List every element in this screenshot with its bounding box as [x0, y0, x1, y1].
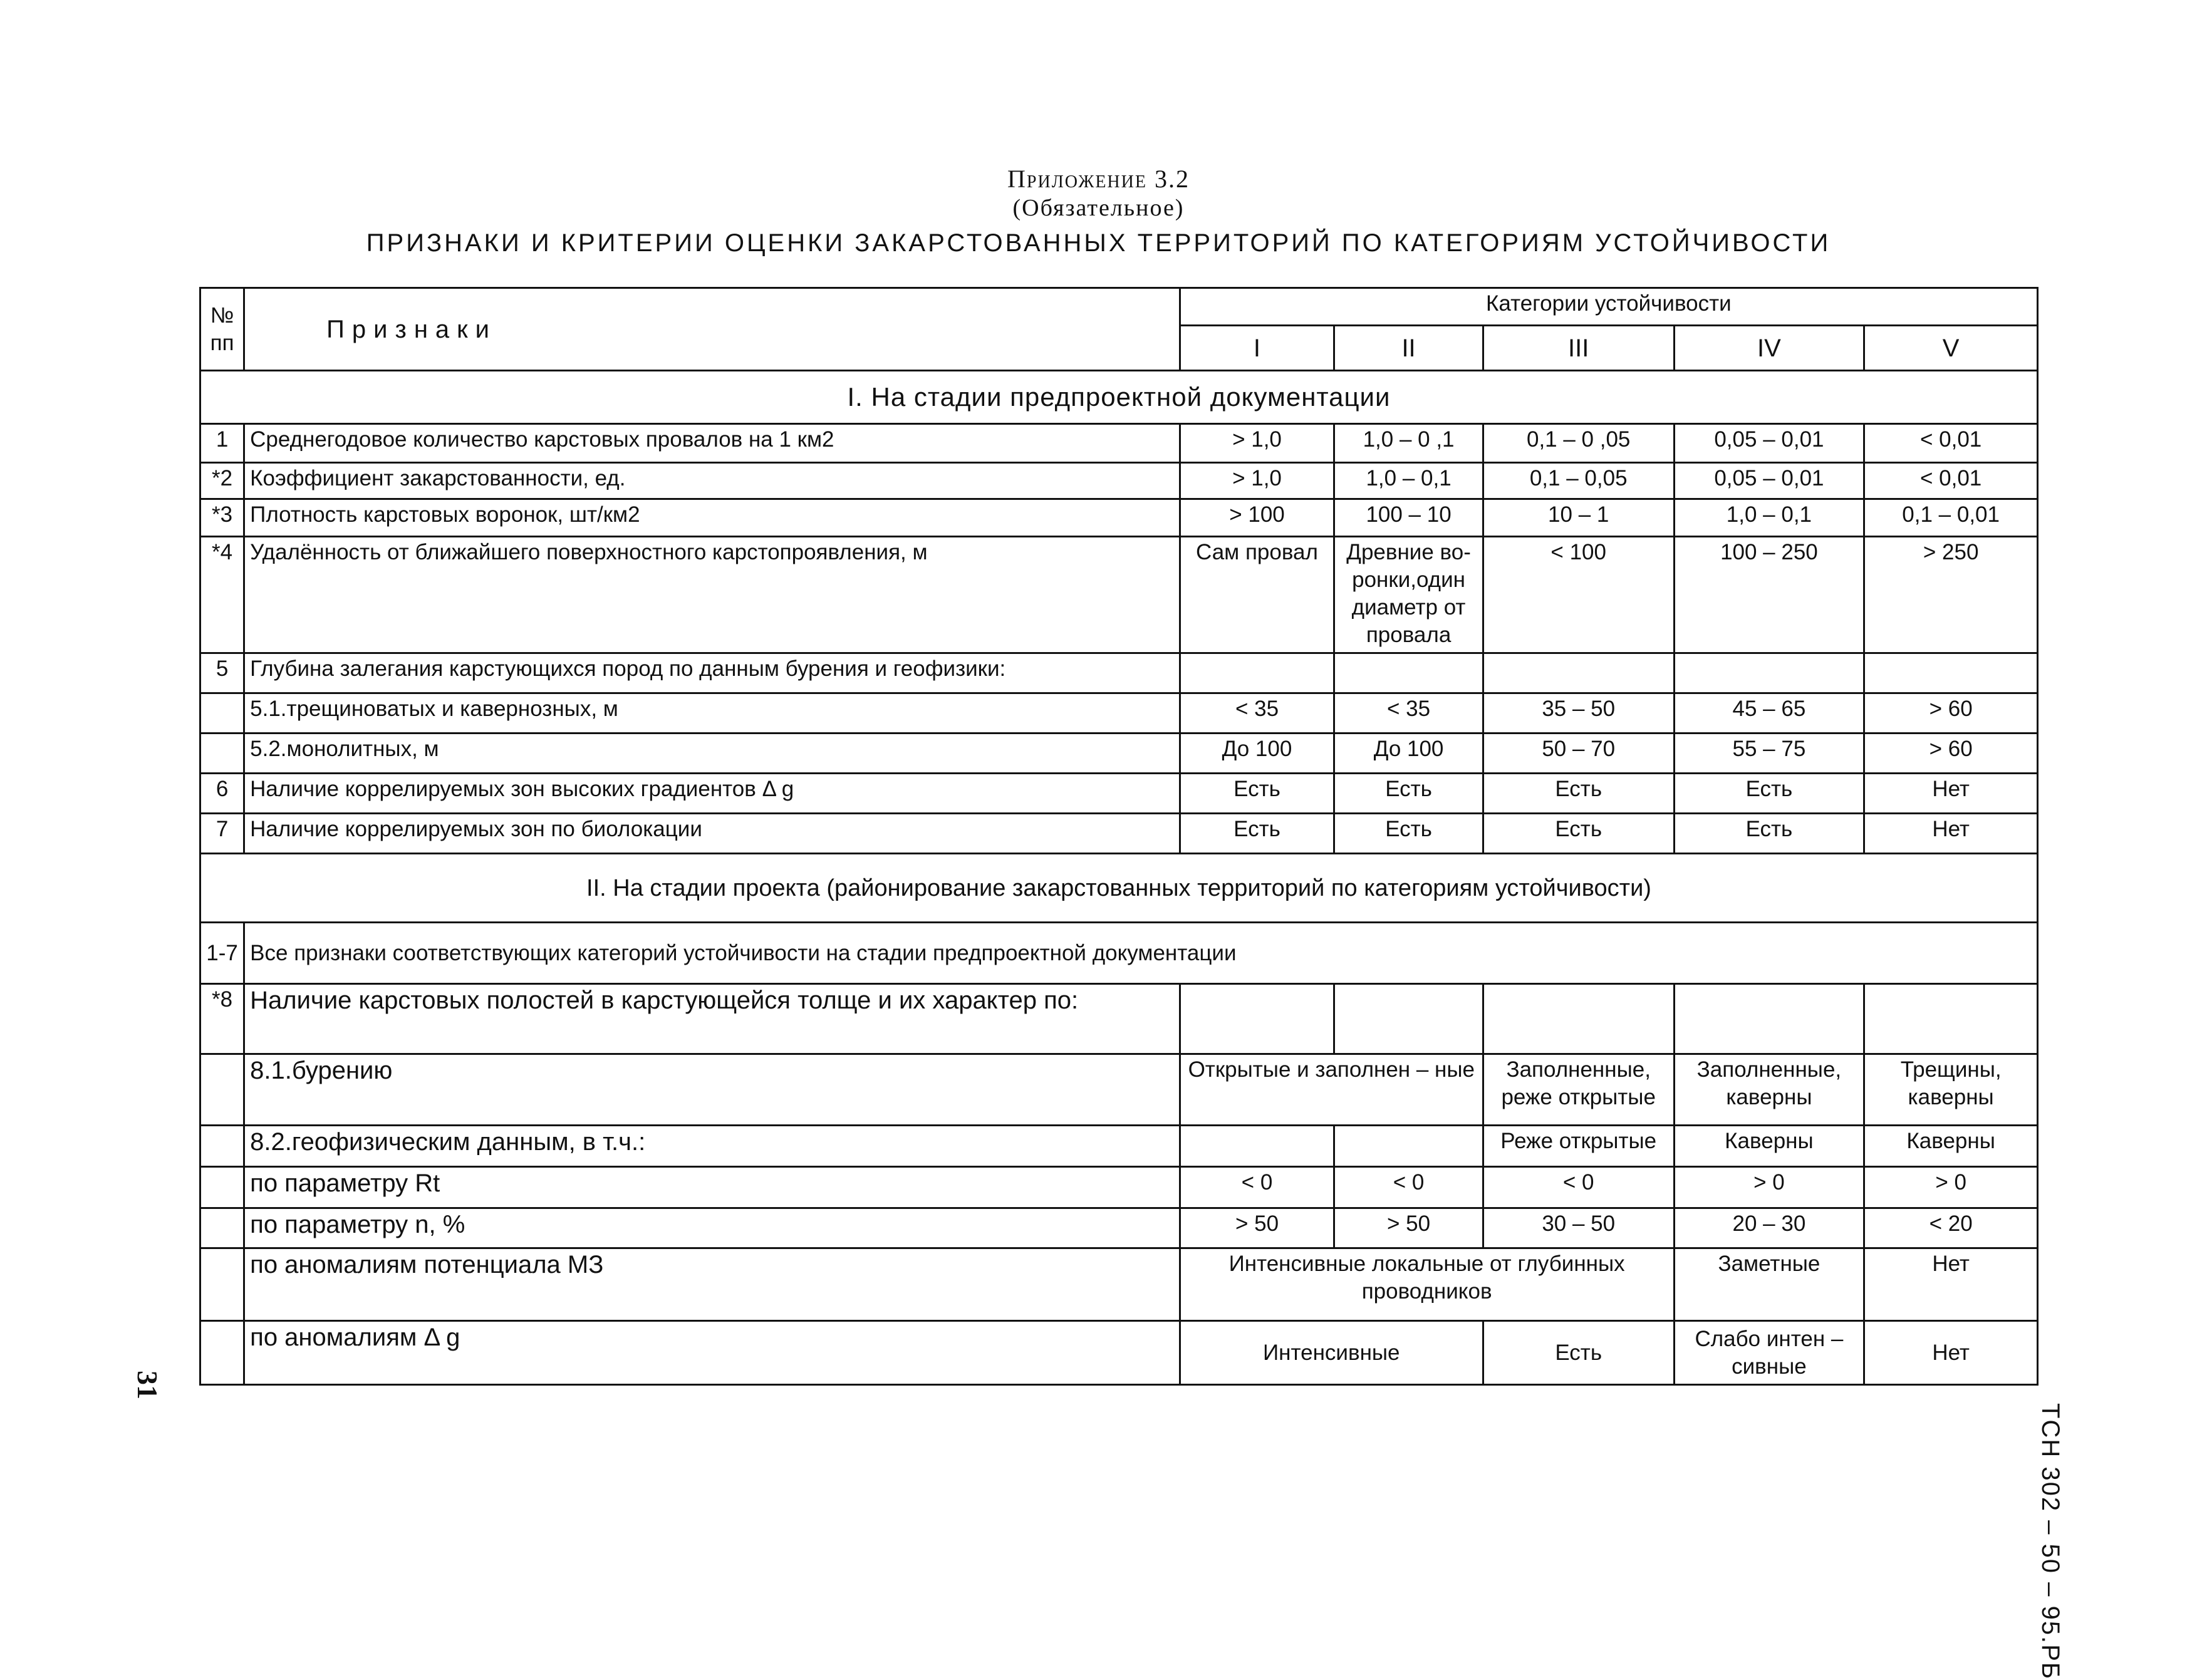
cell-category-3: < 0 — [1483, 1167, 1674, 1208]
table-row — [200, 1321, 2038, 1385]
row-number: 7 — [200, 814, 244, 854]
table-row — [200, 1208, 2038, 1248]
section-row — [200, 854, 2038, 923]
table-row — [200, 693, 2038, 734]
cell-category-3: 0,1 – 0 ,05 — [1483, 424, 1674, 463]
cell-category-2: < 0 — [1334, 1167, 1483, 1208]
cell-category-2: 1,0 – 0 ,1 — [1334, 424, 1483, 463]
cell-category-3: 30 – 50 — [1483, 1208, 1674, 1248]
cell-category-1: < 0 — [1180, 1167, 1334, 1208]
row-number — [200, 1167, 244, 1208]
cell-category-5: Нет — [1864, 1248, 2038, 1321]
cell-category-3: Есть — [1483, 1321, 1674, 1385]
row-label: Глубина залегания карстующихся пород по данным бурения и геофизики: — [244, 653, 1180, 693]
row-label: Удалённость от ближайшего поверхностного карстопроявления, м — [244, 537, 1180, 653]
table-row — [200, 1167, 2038, 1208]
cell-category-2: Древние во-ронки,один диаметр от провала — [1334, 537, 1483, 653]
row-number: 5 — [200, 653, 244, 693]
document-title: ПРИЗНАКИ И КРИТЕРИИ ОЦЕНКИ ЗАКАРСТОВАННЫХ ТЕРРИТОРИЙ ПО КАТЕГОРИЯМ УСТОЙЧИВОСТИ — [366, 229, 1831, 257]
document-code: ТСН 302 – 50 – 95.РБ — [2037, 1403, 2064, 1680]
row-number: *4 — [200, 537, 244, 653]
cell-category-5: < 20 — [1864, 1208, 2038, 1248]
cell-category-1: > 100 — [1180, 499, 1334, 537]
cell-category-5: > 250 — [1864, 537, 2038, 653]
category-header-4: IV — [1674, 326, 1864, 371]
row-number — [200, 734, 244, 774]
cell-category-1: > 1,0 — [1180, 424, 1334, 463]
cell-category-4: 0,05 – 0,01 — [1674, 424, 1864, 463]
cell-category-2 — [1334, 1126, 1483, 1167]
cell-category-5 — [1864, 984, 2038, 1054]
row-label: по аномалиям потенциала МЗ — [244, 1248, 1180, 1321]
cell-category-5: Трещины, каверны — [1864, 1054, 2038, 1126]
category-header-1: I — [1180, 326, 1334, 371]
row-label: 5.2.монолитных, м — [244, 734, 1180, 774]
cell-category-3: < 100 — [1483, 537, 1674, 653]
table-row — [200, 734, 2038, 774]
table-row — [200, 923, 2038, 984]
row-number: 1-7 — [200, 923, 244, 984]
row-label: по параметру n, % — [244, 1208, 1180, 1248]
row-label: по параметру Rt — [244, 1167, 1180, 1208]
cell-category-1 — [1180, 984, 1334, 1054]
row-label: Все признаки соответствующих категорий устойчивости на стадии предпроектной документации — [244, 923, 2038, 984]
cell-category-1-3: Интенсивные локальные от глубинных проводников — [1180, 1248, 1674, 1321]
row-label: 5.1.трещиноватых и кавернозных, м — [244, 693, 1180, 734]
cell-category-1: > 50 — [1180, 1208, 1334, 1248]
cell-category-5: 0,1 – 0,01 — [1864, 499, 2038, 537]
table-row — [200, 984, 2038, 1054]
cell-category-3: Реже открытые — [1483, 1126, 1674, 1167]
row-label: Наличие коррелируемых зон по биолокации — [244, 814, 1180, 854]
category-header-3: III — [1483, 326, 1674, 371]
cell-category-1 — [1180, 1126, 1334, 1167]
cell-category-3 — [1483, 653, 1674, 693]
table-row — [200, 774, 2038, 814]
row-label: по аномалиям Δ g — [244, 1321, 1180, 1385]
cell-category-4: 0,05 – 0,01 — [1674, 463, 1864, 499]
row-number — [200, 1208, 244, 1248]
cell-category-4: 100 – 250 — [1674, 537, 1864, 653]
cell-category-5: Нет — [1864, 1321, 2038, 1385]
cell-category-2: 1,0 – 0,1 — [1334, 463, 1483, 499]
row-number — [200, 1321, 244, 1385]
cell-category-2: До 100 — [1334, 734, 1483, 774]
cell-category-5: Нет — [1864, 814, 2038, 854]
cell-category-3: Есть — [1483, 774, 1674, 814]
row-number — [200, 1054, 244, 1126]
cell-category-1: Есть — [1180, 814, 1334, 854]
row-number: 1 — [200, 424, 244, 463]
cell-category-2: Есть — [1334, 774, 1483, 814]
cell-category-4: 45 – 65 — [1674, 693, 1864, 734]
categories-header: Категории устойчивости — [1180, 288, 2037, 326]
cell-category-2: > 50 — [1334, 1208, 1483, 1248]
cell-category-4: 1,0 – 0,1 — [1674, 499, 1864, 537]
table-row — [200, 1126, 2038, 1167]
row-number — [200, 693, 244, 734]
mandatory-label: (Обязательное) — [1012, 195, 1185, 221]
row-number: *3 — [200, 499, 244, 537]
cell-category-2 — [1334, 984, 1483, 1054]
appendix-label: Приложение 3.2 — [1007, 165, 1190, 193]
cell-category-2 — [1334, 653, 1483, 693]
row-label: Наличие карстовых полостей в карстующейся толще и их характер по: — [244, 984, 1180, 1054]
cell-category-5: > 60 — [1864, 693, 2038, 734]
row-number: *2 — [200, 463, 244, 499]
table-row — [200, 814, 2038, 854]
cell-category-3: 0,1 – 0,05 — [1483, 463, 1674, 499]
section-2-title: II. На стадии проекта (районирование закарстованных территорий по категориям устойчивости) — [200, 854, 2038, 923]
row-number — [200, 1126, 244, 1167]
cell-category-4: Есть — [1674, 774, 1864, 814]
row-number: 6 — [200, 774, 244, 814]
cell-category-1 — [1180, 653, 1334, 693]
table-row — [200, 424, 2038, 463]
cell-category-4: 55 – 75 — [1674, 734, 1864, 774]
cell-category-5: > 0 — [1864, 1167, 2038, 1208]
cell-category-3: 35 – 50 — [1483, 693, 1674, 734]
cell-category-3: Заполненные, реже открытые — [1483, 1054, 1674, 1126]
cell-category-5: Каверны — [1864, 1126, 2038, 1167]
cell-category-1: До 100 — [1180, 734, 1334, 774]
cell-category-3 — [1483, 984, 1674, 1054]
cell-category-4: Заметные — [1674, 1248, 1864, 1321]
row-label: Плотность карстовых воронок, шт/км2 — [244, 499, 1180, 537]
col-feature-header: Признаки — [244, 288, 1180, 371]
cell-category-2: < 35 — [1334, 693, 1483, 734]
cell-category-2: Есть — [1334, 814, 1483, 854]
cell-category-4: Каверны — [1674, 1126, 1864, 1167]
cell-category-1-2: Интенсивные — [1180, 1321, 1483, 1385]
cell-category-1: < 35 — [1180, 693, 1334, 734]
row-label: 8.2.геофизическим данным, в т.ч.: — [244, 1126, 1180, 1167]
row-number: *8 — [200, 984, 244, 1054]
criteria-table — [199, 287, 2039, 1386]
table-header-row — [200, 288, 2038, 326]
row-number — [200, 1248, 244, 1321]
cell-category-5: > 60 — [1864, 734, 2038, 774]
cell-category-1-2: Открытые и заполнен – ные — [1180, 1054, 1483, 1126]
cell-category-1: Сам провал — [1180, 537, 1334, 653]
cell-category-4: Слабо интен – сивные — [1674, 1321, 1864, 1385]
table-row — [200, 653, 2038, 693]
cell-category-5: < 0,01 — [1864, 463, 2038, 499]
cell-category-4 — [1674, 984, 1864, 1054]
row-label: Коэффициент закарстованности, ед. — [244, 463, 1180, 499]
cell-category-5: < 0,01 — [1864, 424, 2038, 463]
cell-category-5 — [1864, 653, 2038, 693]
section-1-title: I. На стадии предпроектной документации — [200, 371, 2038, 424]
table-row — [200, 499, 2038, 537]
section-row — [200, 371, 2038, 424]
cell-category-4 — [1674, 653, 1864, 693]
cell-category-3: Есть — [1483, 814, 1674, 854]
cell-category-2: 100 – 10 — [1334, 499, 1483, 537]
col-num-header: № пп — [200, 288, 244, 371]
table-row — [200, 1248, 2038, 1321]
cell-category-4: Есть — [1674, 814, 1864, 854]
row-label: 8.1.бурению — [244, 1054, 1180, 1126]
cell-category-3: 10 – 1 — [1483, 499, 1674, 537]
page-number: 31 — [132, 1371, 164, 1399]
cell-category-4: > 0 — [1674, 1167, 1864, 1208]
cell-category-4: Заполненные, каверны — [1674, 1054, 1864, 1126]
row-label: Среднегодовое количество карстовых провалов на 1 км2 — [244, 424, 1180, 463]
cell-category-1: > 1,0 — [1180, 463, 1334, 499]
category-header-5: V — [1864, 326, 2038, 371]
table-row — [200, 463, 2038, 499]
table-row — [200, 1054, 2038, 1126]
cell-category-1: Есть — [1180, 774, 1334, 814]
cell-category-5: Нет — [1864, 774, 2038, 814]
category-header-2: II — [1334, 326, 1483, 371]
table-row — [200, 537, 2038, 653]
cell-category-3: 50 – 70 — [1483, 734, 1674, 774]
row-label: Наличие коррелируемых зон высоких градиентов Δ g — [244, 774, 1180, 814]
cell-category-4: 20 – 30 — [1674, 1208, 1864, 1248]
